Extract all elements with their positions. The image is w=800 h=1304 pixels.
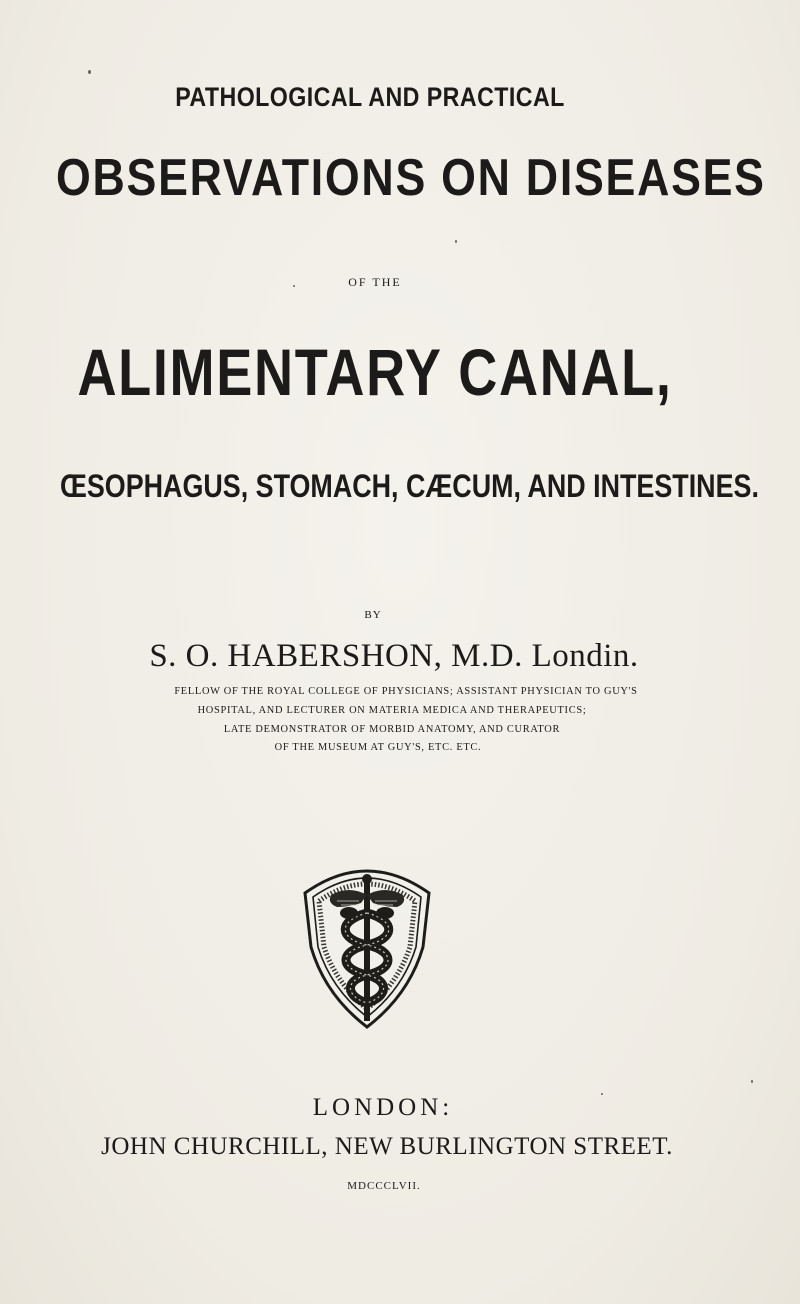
imprint-city: LONDON: bbox=[312, 1094, 454, 1121]
title-line-canal: ALIMENTARY CANAL, bbox=[77, 335, 673, 409]
by-label: BY bbox=[364, 609, 382, 621]
title-of-the: OF THE bbox=[348, 275, 402, 289]
title-line-main: OBSERVATIONS ON DISEASES bbox=[56, 149, 766, 207]
credentials-line: HOSPITAL, AND LECTURER ON MATERIA MEDICA AND THERAPEUTICS; bbox=[197, 705, 587, 716]
publisher-line: JOHN CHURCHILL, NEW BURLINGTON STREET. bbox=[101, 1133, 673, 1160]
publication-year: MDCCCLVII. bbox=[347, 1180, 421, 1192]
credentials-line: OF THE MUSEUM AT GUY'S, ETC. ETC. bbox=[274, 742, 482, 753]
credentials-line: FELLOW OF THE ROYAL COLLEGE OF PHYSICIANS; ASSISTANT PHYSICIAN TO GUY'S bbox=[174, 686, 638, 697]
credentials-line: LATE DEMONSTRATOR OF MORBID ANATOMY, AND CURATOR bbox=[223, 724, 561, 735]
caduceus-shield-icon bbox=[297, 855, 437, 1030]
title-line-top: PATHOLOGICAL AND PRACTICAL bbox=[175, 82, 565, 112]
author-name: S. O. HABERSHON, M.D. Londin. bbox=[149, 638, 639, 674]
subtitle: ŒSOPHAGUS, STOMACH, CÆCUM, AND INTESTINES. bbox=[60, 468, 759, 504]
